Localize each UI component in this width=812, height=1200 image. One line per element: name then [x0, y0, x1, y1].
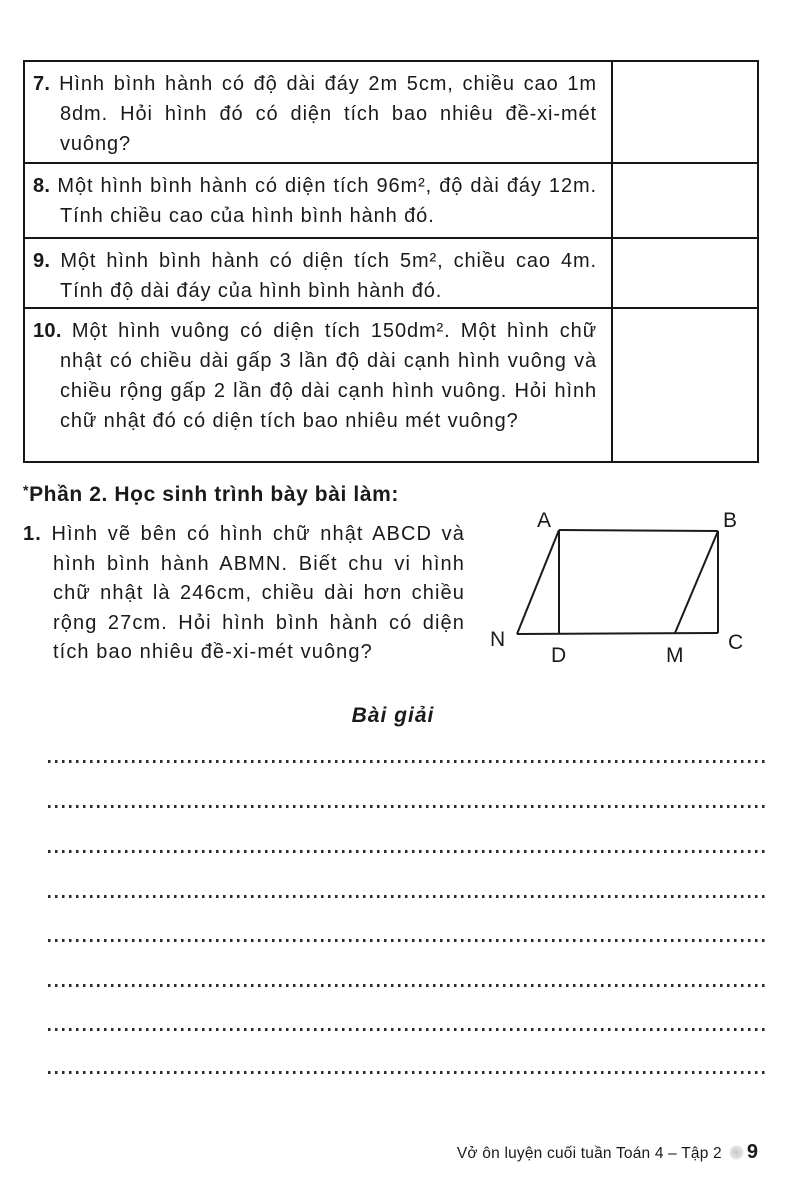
problem-text: Hình vẽ bên có hình chữ nhật ABCD và hình bình hành ABMN. Biết chu vi hình chữ nhật là 246cm, chiều dài hơn chiều rộng 27cm. Hỏi hình bình hành có diện tích bao nhiêu đề-xi-mét vuông?	[51, 523, 465, 663]
segment-BM	[675, 531, 718, 633]
table-row	[25, 237, 757, 307]
part2-heading	[23, 482, 399, 507]
question-number: 7.	[33, 73, 51, 95]
problem-1	[23, 520, 465, 668]
heading-asterisk: *	[23, 482, 30, 498]
page-footer	[0, 1141, 758, 1164]
page-number: 9	[746, 1141, 758, 1163]
vertex-label-A: A	[537, 509, 552, 532]
question-number: 8.	[33, 175, 51, 197]
question-number: 10.	[33, 320, 62, 342]
print-smudge-icon	[729, 1145, 744, 1160]
book-title: Vở ôn luyện cuối tuần Toán 4 – Tập 2	[456, 1145, 722, 1162]
table-row	[25, 307, 757, 461]
answer-line	[48, 1071, 766, 1074]
question-cell	[25, 309, 613, 461]
answer-line	[48, 984, 766, 987]
question-text: Một hình bình hành có diện tích 5m², chiều cao 4m. Tính độ dài đáy của hình bình hành đó.	[60, 250, 597, 302]
question-text: Một hình vuông có diện tích 150dm². Một hình chữ nhật có chiều dài gấp 3 lần độ dài cạnh hình vuông và chiều rộng gấp 2 lần độ dài cạnh hình vuông. Hỏi hình chữ nhật đó có diện tích bao nhiêu mét vuông?	[60, 320, 597, 432]
segment-AN	[517, 530, 559, 634]
figure-lines	[517, 530, 718, 634]
vertex-label-C: C	[728, 631, 744, 654]
part2-heading-text: Phần 2. Học sinh trình bày bài làm:	[29, 483, 399, 506]
vertex-label-B: B	[723, 509, 738, 532]
figure-drawing	[470, 495, 800, 680]
vertex-label-D: D	[551, 644, 567, 667]
question-cell	[25, 239, 613, 307]
problem-number: 1.	[23, 523, 42, 545]
solution-heading: Bài giải	[351, 704, 435, 727]
geometry-figure	[470, 495, 800, 680]
vertex-label-M: M	[666, 644, 684, 667]
answer-cell	[613, 164, 757, 237]
table-row	[25, 62, 757, 162]
answer-line	[48, 895, 766, 898]
answer-line	[48, 805, 766, 808]
question-text: Hình bình hành có độ dài đáy 2m 5cm, chiều cao 1m 8dm. Hỏi hình đó có diện tích bao nhiêu đề-xi-mét vuông?	[59, 73, 597, 155]
table-row	[25, 162, 757, 237]
answer-line	[48, 850, 766, 853]
answer-cell	[613, 62, 757, 162]
part1-question-table	[23, 60, 759, 463]
answer-line	[48, 760, 766, 763]
answer-cell	[613, 239, 757, 307]
answer-line	[48, 1028, 766, 1031]
question-number: 9.	[33, 250, 51, 272]
answer-line	[48, 939, 766, 942]
question-cell	[25, 164, 613, 237]
question-cell	[25, 62, 613, 162]
question-text: Một hình bình hành có diện tích 96m², độ dài đáy 12m. Tính chiều cao của hình bình hành đó.	[57, 175, 597, 227]
segment-AB	[559, 530, 718, 531]
segment-NC	[517, 633, 718, 634]
answer-cell	[613, 309, 757, 461]
vertex-label-N: N	[490, 628, 506, 651]
